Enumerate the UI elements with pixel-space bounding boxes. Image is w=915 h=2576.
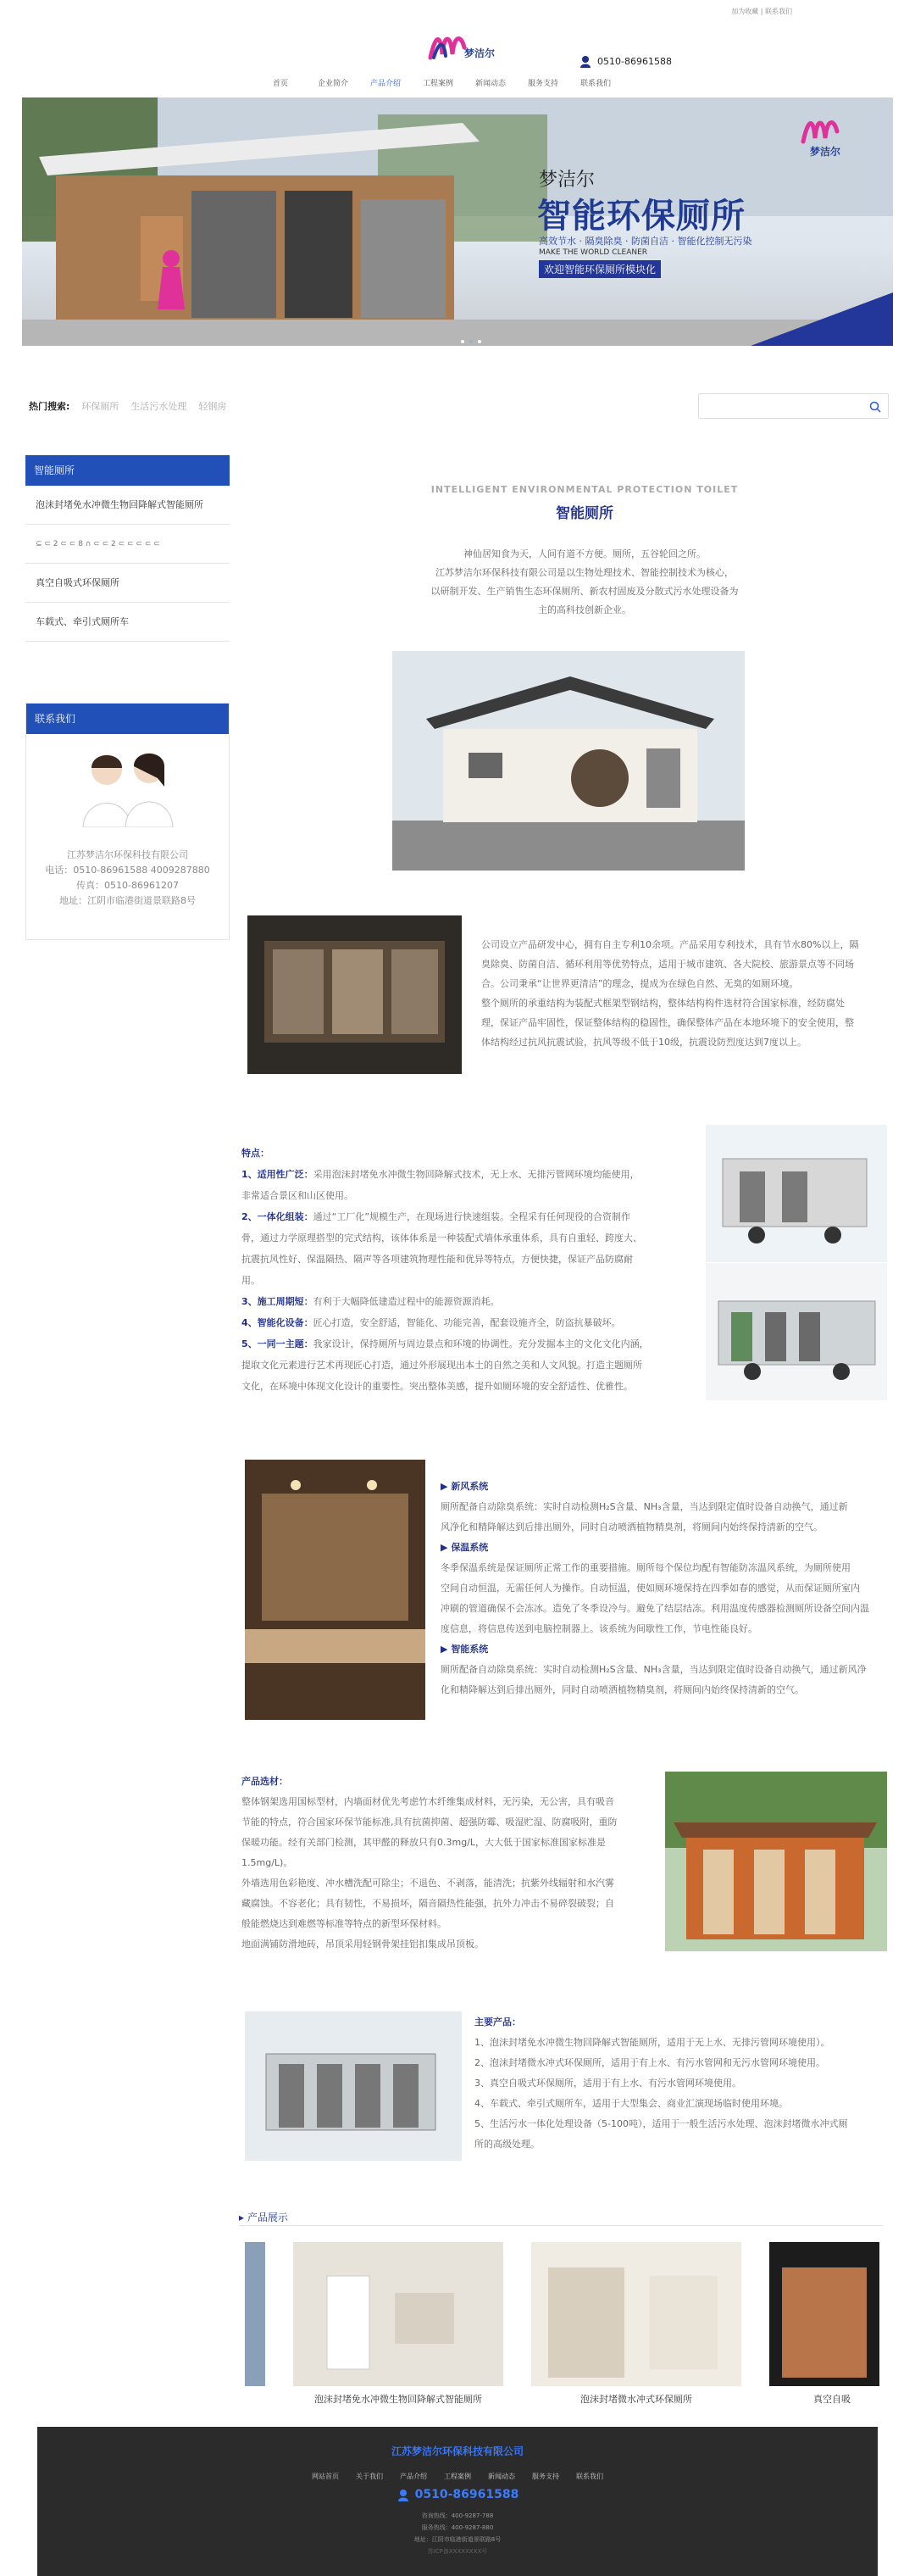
features-block xyxy=(241,1143,686,1397)
phone-icon xyxy=(396,2488,410,2501)
sidebar-cat-title[interactable]: 智能厕所 xyxy=(25,455,230,486)
text-line: 度信息，将信息传送到电脑控制器上。该系统为间歇性工作，节电性能良好。 xyxy=(441,1623,757,1634)
contact-fax: 传真：0510-86961207 xyxy=(76,880,179,891)
footer-line: 服务热线：400-9287-880 xyxy=(421,2524,494,2531)
hot-keyword[interactable]: 生活污水处理 xyxy=(130,401,187,412)
feature-label: 5、一同一主题： xyxy=(241,1338,313,1349)
text-line: 2、泡沫封堵微水冲式环保厕所，适用于有上水、有污水管网和无污水管网环境使用。 xyxy=(474,2057,825,2068)
footer xyxy=(37,2427,878,2576)
sidebar-item[interactable]: ⊆ ⊂ 2 ⊂ ⊂ 8 ∩ ⊂ ⊂ 2 ⊂ ⊂ ⊂ ⊂ ⊂ xyxy=(25,525,230,564)
system-title-text: 新风系统 xyxy=(451,1481,489,1492)
contact-company: 江苏梦洁尔环保科技有限公司 xyxy=(67,849,188,860)
footer-company: 江苏梦洁尔环保科技有限公司 xyxy=(391,2445,524,2457)
text-line: 5、生活污水一体化处理设备（5-100吨），适用于一般生活污水处理、泡沫封堵微水冲式厕 xyxy=(474,2118,848,2129)
feature-label: 4、智能化设备： xyxy=(241,1317,313,1328)
showcase-title[interactable]: ▸ 产品展示 xyxy=(239,2212,288,2223)
feature-line xyxy=(241,1270,686,1291)
trailer-toilet-image xyxy=(706,1263,887,1400)
top-links[interactable]: 加为收藏 | 联系我们 xyxy=(731,8,792,15)
nav-news[interactable]: 新闻动态 xyxy=(474,80,506,88)
sidebar-item[interactable]: 泡沫封堵免水冲微生物回降解式智能厕所 xyxy=(25,486,230,525)
phone-icon xyxy=(579,54,592,68)
product-thumb[interactable] xyxy=(531,2242,741,2386)
text-line: 外墙选用色彩艳度、冲水槽洗配可除尘；不退色、不剥落，能清洗；抗紫外线辐射和水汽雾 xyxy=(241,1878,614,1889)
contact-address: 地址：江阴市临港街道景联路8号 xyxy=(59,895,196,906)
nav-service[interactable]: 服务支持 xyxy=(527,80,558,88)
customer-service-image xyxy=(73,744,183,827)
footer-links xyxy=(37,2472,878,2481)
footer-link[interactable]: 工程案例 xyxy=(444,2473,471,2480)
feature-line xyxy=(241,1376,686,1397)
footer-link[interactable]: 新闻动态 xyxy=(488,2473,515,2480)
text-line: 整个厕所的承重结构为装配式框架型钢结构，整体结构构件选材符合国家标准，经防腐处 xyxy=(481,998,845,1009)
text-line: 合。公司秉承“让世界更清洁”的理念，提成为在绿色自然、无臭的如厕环境。 xyxy=(481,978,799,989)
text-line: 保暖功能。经有关部门检测，其甲醛的释放只有0.3mg/L，大大低于国家标准国家标准是 xyxy=(241,1837,607,1848)
feature-line xyxy=(241,1164,686,1185)
text-line: 1.5mg/L)。 xyxy=(241,1857,293,1868)
banner-slogan: MAKE THE WORLD CLEANER xyxy=(539,248,648,257)
feature-text: 通过“工厂化”规模生产，在现场进行快速组装。全程采有任何现役的合资制作 xyxy=(313,1211,631,1222)
materials-title: 产品选材： xyxy=(241,1776,288,1787)
feature-line xyxy=(241,1249,686,1270)
banner-logo-icon xyxy=(800,113,851,147)
banner-company: 梦洁尔 xyxy=(539,170,596,191)
search-input[interactable] xyxy=(698,393,889,419)
modular-toilet-image xyxy=(245,2011,462,2161)
text-line: 藏腐蚀。不容老化；具有韧性，不易损坏，隔音隔热性能强，抗外力冲击不易碎裂破裂；自 xyxy=(241,1898,614,1909)
logo-icon[interactable] xyxy=(427,29,468,66)
section-intro xyxy=(339,545,830,620)
feature-line xyxy=(241,1185,686,1206)
header-phone-number: 0510-86961588 xyxy=(597,55,672,67)
toilet-house-image xyxy=(392,651,745,871)
nav-contact[interactable]: 联系我们 xyxy=(580,80,611,88)
block1-text xyxy=(481,935,896,1052)
contact-tel: 电话：0510-86961588 4009287880 xyxy=(45,865,210,876)
system-title-text: 保温系统 xyxy=(451,1542,489,1553)
text-line: 体结构经过抗风抗震试验，抗风等级不低于10级，抗震设防烈度达到7度以上。 xyxy=(481,1037,807,1048)
feature-label: 2、一体化组装： xyxy=(241,1211,313,1222)
banner-brand: 梦洁尔 xyxy=(810,146,841,158)
text-line: 3、真空自吸式环保厕所，适用于有上水、有污水管网环境使用。 xyxy=(474,2078,741,2089)
sidebar-categories xyxy=(25,455,230,642)
feature-line xyxy=(241,1312,686,1333)
header-phone[interactable] xyxy=(579,54,672,68)
text-line: 风净化和精降解达到后排出厕外，同时自动喷洒植物精臭剂，将厕间内始终保持清新的空气。 xyxy=(441,1522,823,1533)
system-title: ▶ 新风系统 xyxy=(441,1481,489,1492)
text-line: 所的高级处理。 xyxy=(474,2139,540,2150)
system-title: ▶ 保温系统 xyxy=(441,1542,489,1553)
product-caption[interactable]: 真空自吸 xyxy=(813,2394,851,2405)
text-line: 4、车载式、牵引式厕所车，适用于大型集会、商业汇演现场临时使用环境。 xyxy=(474,2098,788,2109)
text-line: 厕所配备自动除臭系统：实时自动检测H₂S含量、NH₃含量，当达到限定值时设备自动换气，通过新 xyxy=(441,1501,848,1512)
banner-title: 智能环保厕所 xyxy=(537,197,746,236)
footer-line: 咨询热线：400-9287-788 xyxy=(421,2512,494,2519)
intro-line: 神仙居知食为天，人间有道不方便。厕所，五谷轮回之所。 xyxy=(463,548,706,559)
footer-link[interactable]: 关于我们 xyxy=(356,2473,383,2480)
product-caption[interactable]: 泡沫封堵微水冲式环保厕所 xyxy=(580,2394,692,2405)
feature-text: 提取文化元素进行艺术再现匠心打造，通过外形展现出本土的自然之美和人文风貌。打造主题厕所 xyxy=(241,1360,642,1371)
banner-cta[interactable]: 欢迎智能环保厕所模块化 xyxy=(539,260,661,278)
intro-line: 主的高科技创新企业。 xyxy=(538,604,631,615)
wooden-toilet-image xyxy=(665,1772,887,1951)
showcase-title-text: 产品展示 xyxy=(247,2212,288,2223)
system-title: ▶ 智能系统 xyxy=(441,1644,489,1655)
nav-home[interactable]: 首页 xyxy=(272,80,288,88)
intro-line: 江苏梦洁尔环保科技有限公司是以生物处理技术、智能控制技术为核心， xyxy=(435,567,734,578)
sidebar-item[interactable]: 真空自吸式环保厕所 xyxy=(25,564,230,603)
footer-copyright: 苏ICP备XXXXXXXX号 xyxy=(427,2548,488,2555)
feature-text: 匠心打造，安全舒适，智能化、功能完善，配套设施齐全，防盗抗暴破坏。 xyxy=(313,1317,621,1328)
search-icon[interactable] xyxy=(869,401,881,413)
feature-text: 采用泡沫封堵免水冲微生物回降解式技术，无上水、无排污管网环境均能使用， xyxy=(313,1169,640,1180)
hot-keyword[interactable]: 轻钢房 xyxy=(198,401,227,412)
features-title: 特点： xyxy=(241,1148,269,1159)
text-line: 化和精降解达到后排出厕外，同时自动喷洒植物精臭剂，将厕间内始终保持清新的空气。 xyxy=(441,1684,804,1695)
footer-link[interactable]: 服务支持 xyxy=(532,2473,559,2480)
text-line: 整体钢架选用国标型材，内墙面材优先考虑竹木纤维集成材料，无污染，无公害，具有吸音 xyxy=(241,1796,614,1807)
banner-illustration xyxy=(22,97,893,346)
hot-keyword[interactable]: 环保厕所 xyxy=(81,401,119,412)
feature-line xyxy=(241,1355,686,1376)
feature-text: 有利于大幅降低建造过程中的能源资源消耗。 xyxy=(313,1296,500,1307)
nav-cases[interactable]: 工程案例 xyxy=(422,80,453,88)
text-line: 节能的特点，符合国家环保节能标准,具有抗菌抑菌、超强防霉、吸湿贮湿、防腐吸附，重防 xyxy=(241,1817,618,1828)
text-line: 臭除臭、防菌自洁、循环利用等优势特点，适用于城市建筑、各大院校、旅游景点等不同场 xyxy=(481,959,854,970)
feature-line xyxy=(241,1291,686,1312)
section-title: 智能厕所 xyxy=(556,505,613,522)
feature-text: 文化，在环境中体现文化设计的重要性。突出整体美感，提升如厕环境的安全舒适性、优雅性。 xyxy=(241,1381,633,1392)
text-line: 冬季保温系统是保证厕所正常工作的重要措施。厕所每个保位均配有智能防冻温风系统，为厕所使用 xyxy=(441,1562,851,1573)
products-block xyxy=(474,2012,894,2155)
showcase-divider xyxy=(239,2225,883,2226)
text-line: 厕所配备自动除臭系统：实时自动检测H₂S含量、NH₃含量，当达到限定值时设备自动换气，通过新风净 xyxy=(441,1664,867,1675)
text-line: 理，保证产品牢固性，保证整体结构的稳固性，确保整体产品在本地环境下的安全使用，整 xyxy=(481,1017,854,1028)
hero-banner[interactable] xyxy=(22,97,893,346)
product-caption[interactable]: 泡沫封堵免水冲微生物回降解式智能厕所 xyxy=(314,2394,482,2405)
feature-text: 骨，通过力学原理搭型的完式结构，该体体系是一种装配式墙体承重体系，具有自重轻、跨度大、 xyxy=(241,1232,642,1243)
interior-image xyxy=(247,915,462,1074)
footer-phone-number: 0510-86961588 xyxy=(414,2488,519,2501)
text-line: 1、泡沫封堵免水冲微生物回降解式智能厕所，适用于无上水、无排污管网环境使用）。 xyxy=(474,2037,830,2048)
feature-label: 1、适用性广泛： xyxy=(241,1169,313,1180)
feature-line xyxy=(241,1227,686,1249)
product-thumb[interactable] xyxy=(769,2242,879,2386)
section-title-en: INTELLIGENT ENVIRONMENTAL PROTECTION TOILET xyxy=(430,484,739,495)
footer-link[interactable]: 网站首页 xyxy=(312,2473,339,2480)
hot-search-label: 热门搜索: xyxy=(29,401,70,412)
feature-line xyxy=(241,1206,686,1227)
product-thumb[interactable] xyxy=(293,2242,503,2386)
product-thumb-partial[interactable] xyxy=(245,2242,265,2386)
products-title: 主要产品： xyxy=(474,2017,521,2028)
nav-about[interactable]: 企业简介 xyxy=(317,80,348,88)
logo-text: 梦洁尔 xyxy=(464,47,496,59)
banner-subtitle: 高效节水 · 隔臭除臭 · 防菌自洁 · 智能化控制无污染 xyxy=(539,236,752,247)
feature-text: 我家设计，保持厕所与周边景点和环境的协调性。充分发掘本主的文化文化内涵， xyxy=(313,1338,649,1349)
footer-phone[interactable] xyxy=(37,2488,878,2501)
text-line: 空间自动恒温，无需任何人为操作。自动恒温，使如厕环境保持在四季如春的感觉，从而保证厕所室内 xyxy=(441,1583,860,1594)
text-line: 地面满铺防滑地砖，吊顶采用轻钢骨架挂铝扣集成吊顶板。 xyxy=(241,1939,484,1950)
sidebar-contact xyxy=(25,703,230,940)
footer-info xyxy=(37,2510,878,2557)
footer-line: 地址：江阴市临港街道景联路8号 xyxy=(413,2536,502,2543)
mobile-toilet-image xyxy=(706,1125,887,1262)
intro-line: 以研制开发、生产销售生态环保厕所、新农村固废及分散式污水处理设备为 xyxy=(430,586,739,597)
feature-text: 抗震抗风性好、保温隔热、隔声等各项建筑物理性能和优异等特点，方便快捷，保证产品防腐耐 xyxy=(241,1254,633,1265)
main-nav xyxy=(254,77,622,88)
materials-block xyxy=(241,1772,648,1955)
sidebar-item[interactable]: 车载式、牵引式厕所车 xyxy=(25,603,230,642)
hot-search xyxy=(29,399,226,413)
systems-block xyxy=(441,1477,890,1700)
footer-link[interactable]: 联系我们 xyxy=(576,2473,603,2480)
feature-text: 非常适合景区和山区使用。 xyxy=(241,1190,353,1201)
feature-text: 用。 xyxy=(241,1275,260,1286)
feature-label: 3、施工周期短： xyxy=(241,1296,313,1307)
feature-line xyxy=(241,1333,686,1355)
text-line: 冲刷的管道确保不会冻冰。造免了冬季设冷与。避免了结层结冻。利用温度传感器检测厕所设备空间内温 xyxy=(441,1603,869,1614)
restroom-interior-image xyxy=(245,1460,425,1720)
sidebar-contact-title[interactable]: 联系我们 xyxy=(26,704,229,734)
text-line: 公司设立产品研发中心，拥有自主专利10余项。产品采用专利技术，具有节水80%以上，隔 xyxy=(481,939,859,950)
nav-products[interactable]: 产品介绍 xyxy=(369,80,401,88)
footer-link[interactable]: 产品介绍 xyxy=(400,2473,427,2480)
text-line: 般能燃烧达到难燃等标准等特点的新型环保材料。 xyxy=(241,1918,446,1929)
system-title-text: 智能系统 xyxy=(451,1644,489,1655)
